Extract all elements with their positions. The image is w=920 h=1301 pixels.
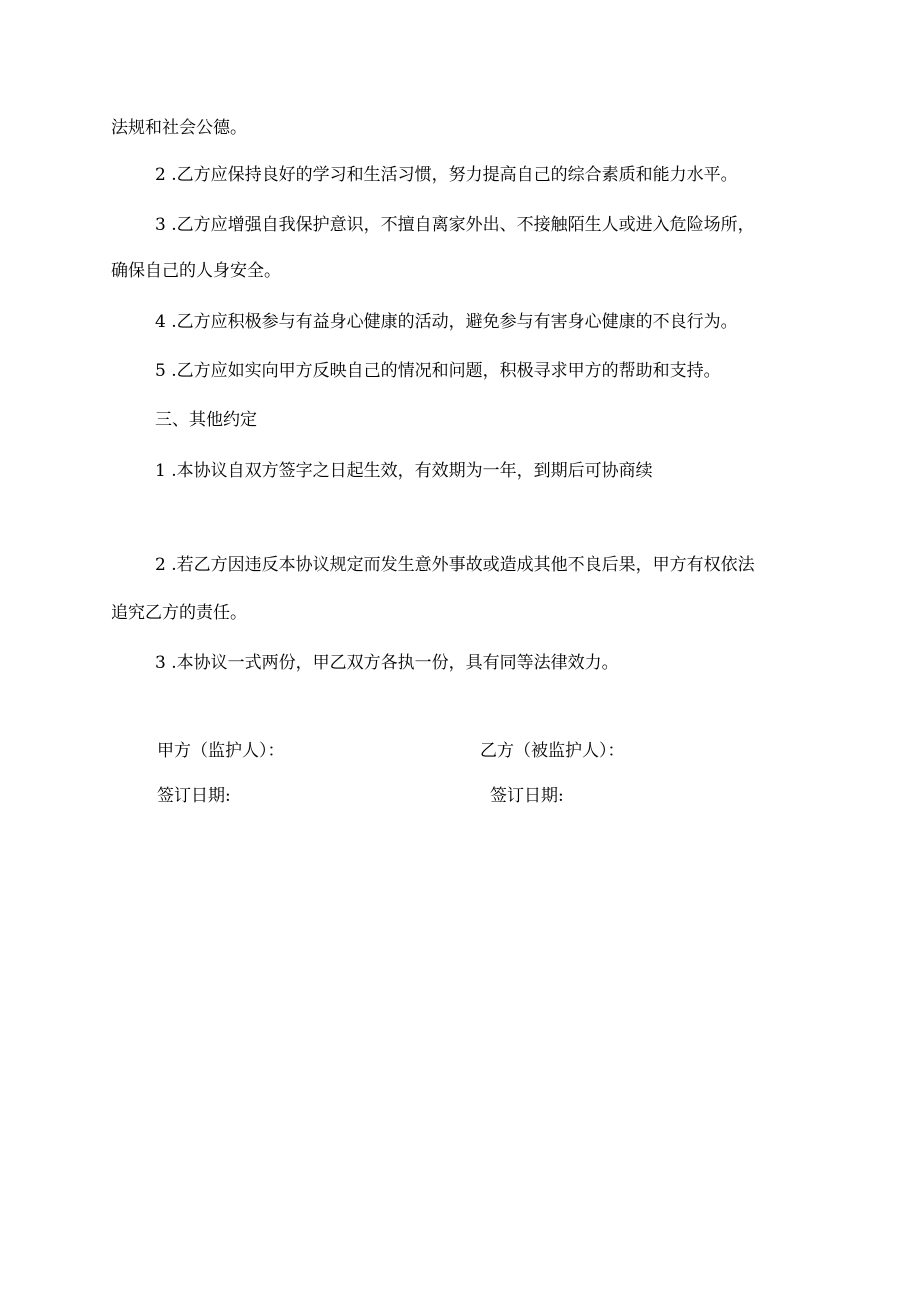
list-item [155,459,653,483]
item-text: .本协议自双方签字之日起生效，有效期为一年，到期后可协商续 [171,461,653,481]
item-number: 1 [155,461,166,481]
list-item [155,651,619,675]
list-item-continuation [111,601,247,625]
item-number: 3 [155,215,166,235]
item-text: 确保自己的人身安全。 [111,261,281,281]
list-item [155,163,738,187]
list-item [155,310,738,334]
list-item [155,359,721,383]
item-text: .本协议一式两份，甲乙双方各执一份，具有同等法律效力。 [171,653,619,673]
item-text: .乙方应增强自我保护意识，不擅自离家外出、不接触陌生人或进入危险场所， [171,215,755,235]
item-number: 2 [155,165,166,185]
item-text: .乙方应积极参与有益身心健康的活动，避免参与有害身心健康的不良行为。 [171,312,738,332]
paragraph-tail-text: 法规和社会公德。 [111,118,247,138]
item-number: 4 [155,312,166,332]
paragraph-tail [111,116,247,140]
section-heading-text: 三、其他约定 [155,410,257,430]
party-b-label: 乙方（被监护人）： [480,741,625,761]
list-item [155,553,755,577]
item-text: .乙方应如实向甲方反映自己的情况和问题，积极寻求甲方的帮助和支持。 [171,361,721,381]
party-b-date-label: 签订日期: [490,786,564,806]
party-a-date-label: 签订日期: [157,786,231,806]
section-heading [155,408,257,432]
item-number: 5 [155,361,166,381]
item-text: 追究乙方的责任。 [111,603,247,623]
item-text: .乙方应保持良好的学习和生活习惯，努力提高自己的综合素质和能力水平。 [171,165,738,185]
item-number: 3 [155,653,166,673]
list-item [155,213,755,237]
list-item-continuation [111,259,281,283]
party-a-label: 甲方（监护人）： [157,741,285,761]
item-text: .若乙方因违反本协议规定而发生意外事故或造成其他不良后果，甲方有权依法 [171,555,755,575]
item-number: 2 [155,555,166,575]
